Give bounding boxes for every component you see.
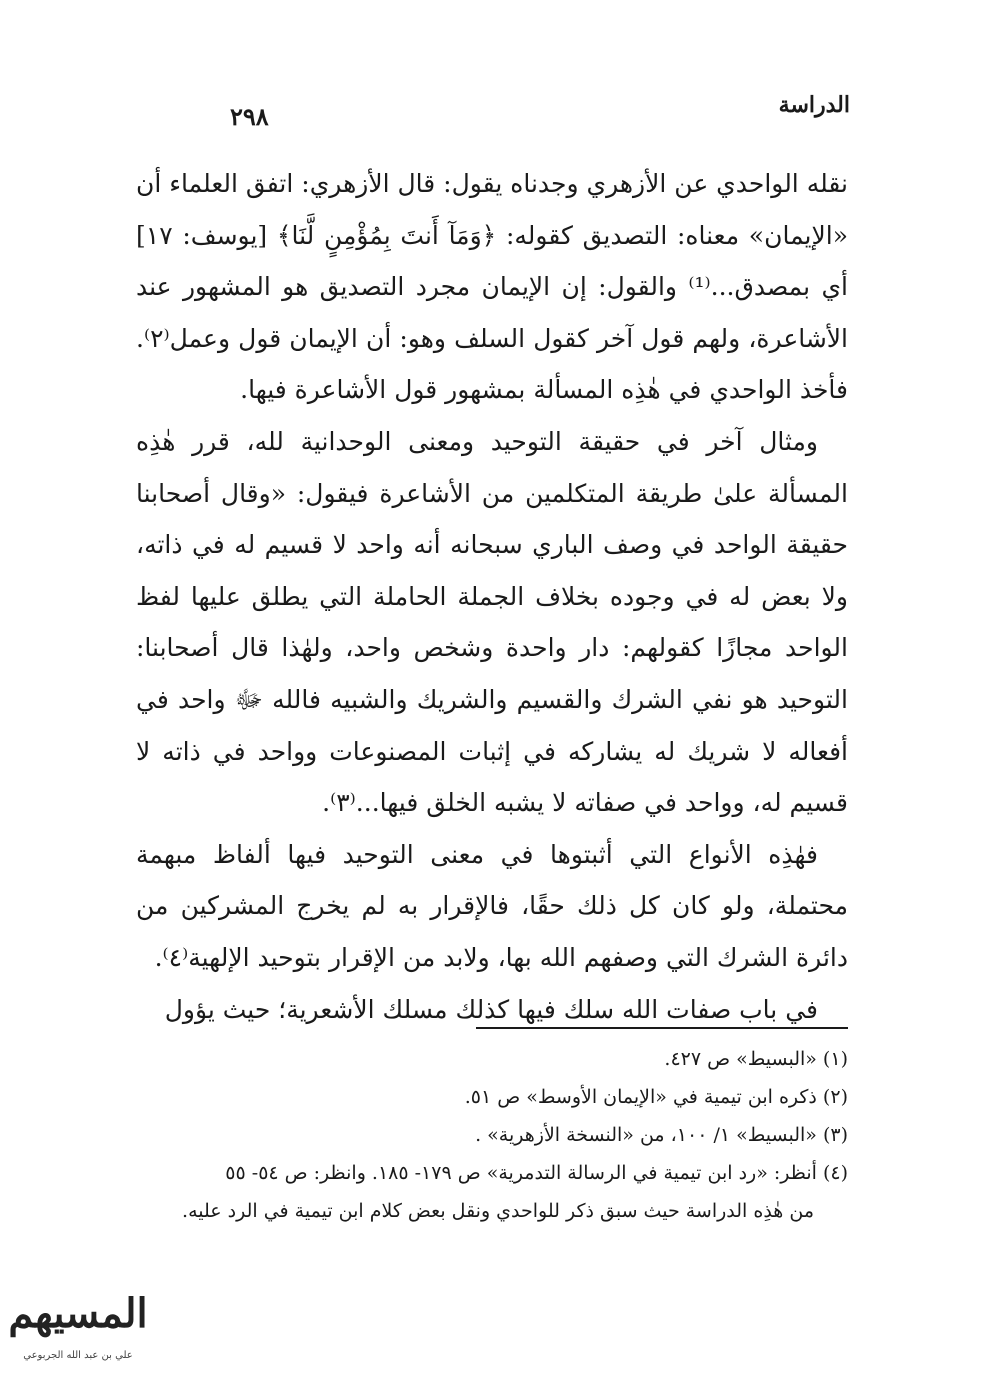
footnote-3: (٣) «البسيط» ١/ ١٠٠، من «النسخة الأزهرية» . bbox=[475, 1124, 848, 1146]
footnote-1: (١) «البسيط» ص ٤٢٧. bbox=[664, 1048, 848, 1070]
page-header bbox=[130, 92, 850, 142]
footnote-4-continuation: من هٰذِه الدراسة حيث سبق ذكر للواحدي ونقل بعض كلام ابن تيمية في الرد عليه. bbox=[182, 1200, 814, 1222]
body-text bbox=[136, 158, 848, 1035]
logo-calligraphy: المسيهم bbox=[8, 1290, 148, 1337]
publisher-logo bbox=[8, 1290, 148, 1380]
page-title: الدراسة bbox=[778, 92, 850, 118]
logo-subtext: علي بن عبد الله الجربوعي bbox=[23, 1350, 133, 1361]
paragraph-2: ومثال آخر في حقيقة التوحيد ومعنى الوحدانية لله، قرر هٰذِه المسألة علىٰ طريقة المتكلمين من الأشاعرة فيقول: «وقال أصحابنا حقيقة الواحد في وصف الباري سبحانه أنه واحد لا قسيم له في ذاته، ولا بعض له في وجوده بخلاف الجملة الحاملة التي يطلق عليها لفظ الواحد مجازًا كقولهم: دار واحدة وشخص واحد، ولهٰذا قال أصحابنا: التوحيد هو نفي الشرك والقسيم والشريك والشبيه فالله ﷻ واحد في أفعاله لا شريك له يشاركه في إثبات المصنوعات وواحد في ذاته لا قسيم له، وواحد في صفاته لا يشبه الخلق فيها...⁽٣⁾. bbox=[136, 426, 848, 818]
footnote-4: (٤) أنظر: «رد ابن تيمية في الرسالة التدمرية» ص ١٧٩- ١٨٥. وانظر: ص ٥٤- ٥٥ bbox=[225, 1162, 848, 1184]
footnote-divider bbox=[476, 1027, 848, 1029]
page-number: ٢٩٨ bbox=[230, 102, 269, 131]
paragraph-4: في باب صفات الله سلك فيها كذلك مسلك الأشعرية؛ حيث يؤول bbox=[164, 994, 818, 1024]
paragraph-3: فهٰذِه الأنواع التي أثبتوها في معنى التوحيد فيها ألفاظ مبهمة محتملة، ولو كان كل ذلك حقًا، فالإقرار به لم يخرج المشركين من دائرة الشرك التي وصفهم الله بها، ولابد من الإقرار بتوحيد الإلهية⁽٤⁾. bbox=[136, 839, 848, 972]
footnote-2: (٢) ذكره ابن تيمية في «الإيمان الأوسط» ص ٥١. bbox=[464, 1086, 848, 1108]
footnotes bbox=[136, 1040, 848, 1230]
paragraph-1: نقله الواحدي عن الأزهري وجدناه يقول: قال الأزهري: اتفق العلماء أن «الإيمان» معناه: التصديق كقوله: ﴿وَمَآ أَنتَ بِمُؤْمِنٍ لَّنَا﴾ [يوسف: ١٧] أي بمصدق...⁽¹⁾ والقول: إن الإيمان مجرد التصديق هو المشهور عند الأشاعرة، ولهم قول آخر كقول السلف وهو: أن الإيمان قول وعمل⁽٢⁾. فأخذ الواحدي في هٰذِه المسألة بمشهور قول الأشاعرة فيها. bbox=[136, 169, 848, 405]
